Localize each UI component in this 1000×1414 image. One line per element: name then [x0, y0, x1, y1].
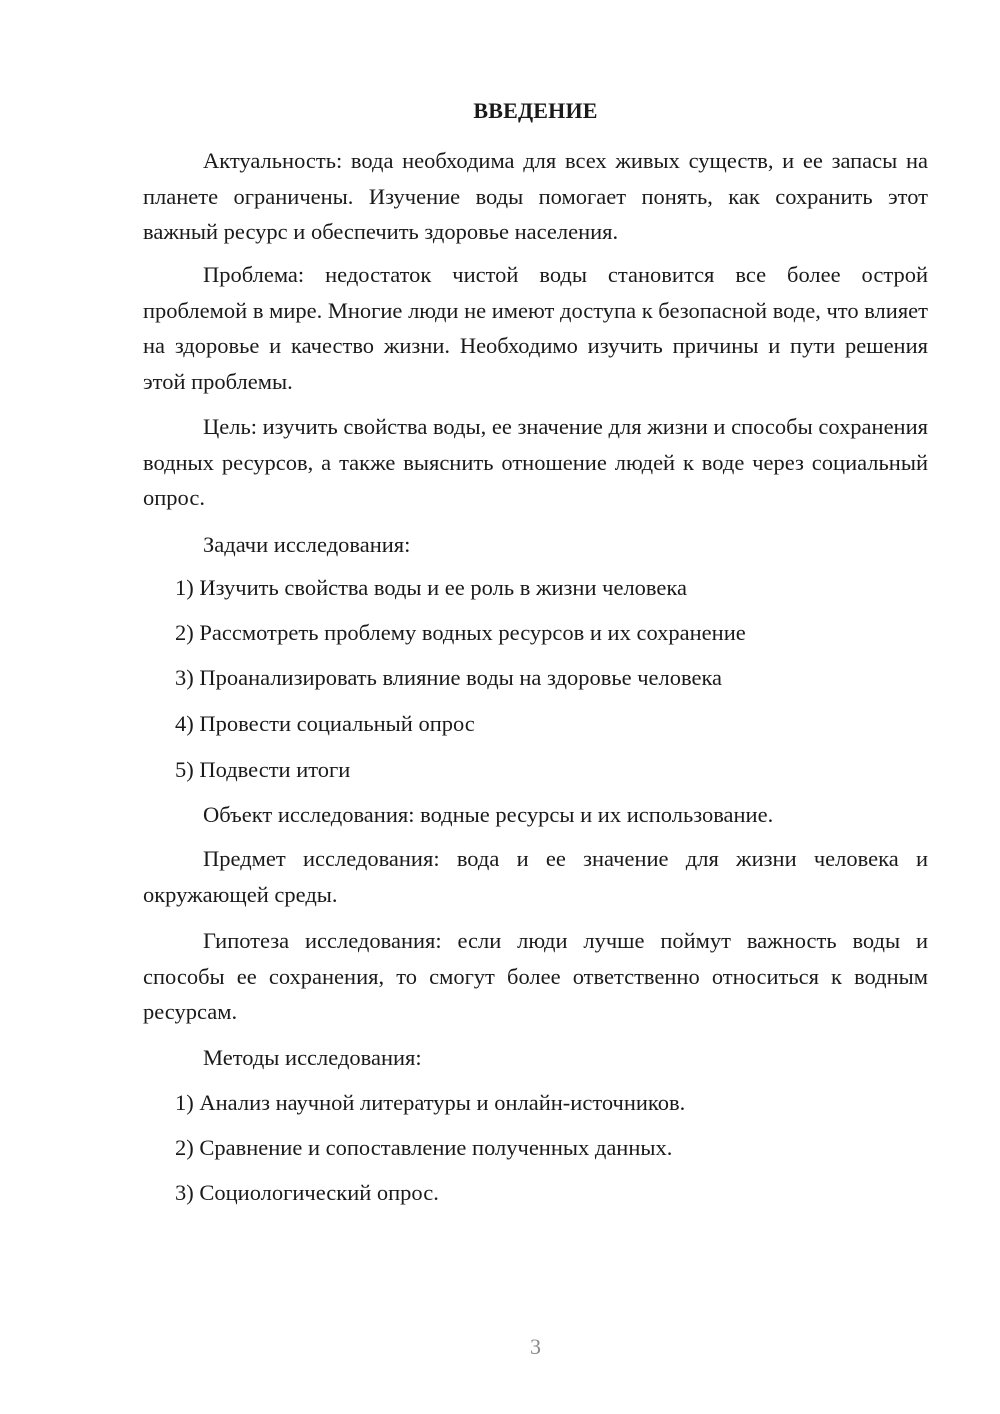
paragraph-hypothesis: Гипотеза исследования: если люди лучше поймут важность воды и способы ее сохранения, то смогут более ответственно относиться к водным ресурсам. — [143, 928, 928, 1024]
task-item: 4) Провести социальный опрос — [175, 711, 475, 736]
paragraph-problem: Проблема: недостаток чистой воды становится все более острой проблемой в мире. Многие люди не имеют доступа к безопасной воде, что влияет на здоровье и качество жизни. Необходимо изучить причины и пути решения этой проблемы. — [143, 262, 928, 394]
task-item: 2) Рассмотреть проблему водных ресурсов и их сохранение — [175, 620, 746, 645]
paragraph-relevance: Актуальность: вода необходима для всех живых существ, и ее запасы на планете ограничены. Изучение воды помогает понять, как сохранить этот важный ресурс и обеспечить здоровье населения. — [143, 148, 928, 244]
method-item: 3) Социологический опрос. — [175, 1180, 439, 1205]
paragraph-goal: Цель: изучить свойства воды, ее значение для жизни и способы сохранения водных ресурсов, а также выяснить отношение людей к воде через социальный опрос. — [143, 414, 928, 510]
tasks-label: Задачи исследования: — [203, 532, 411, 557]
paragraph-subject: Предмет исследования: вода и ее значение для жизни человека и окружающей среды. — [143, 846, 928, 907]
page-number: 3 — [530, 1334, 541, 1359]
method-item: 1) Анализ научной литературы и онлайн-источников. — [175, 1090, 686, 1115]
task-item: 5) Подвести итоги — [175, 757, 351, 782]
section-heading: ВВЕДЕНИЕ — [473, 98, 598, 123]
methods-label: Методы исследования: — [203, 1045, 422, 1070]
task-item: 3) Проанализировать влияние воды на здоровье человека — [175, 665, 723, 690]
task-item: 1) Изучить свойства воды и ее роль в жизни человека — [175, 575, 687, 600]
paragraph-object: Объект исследования: водные ресурсы и их использование. — [203, 802, 774, 827]
method-item: 2) Сравнение и сопоставление полученных данных. — [175, 1135, 673, 1160]
